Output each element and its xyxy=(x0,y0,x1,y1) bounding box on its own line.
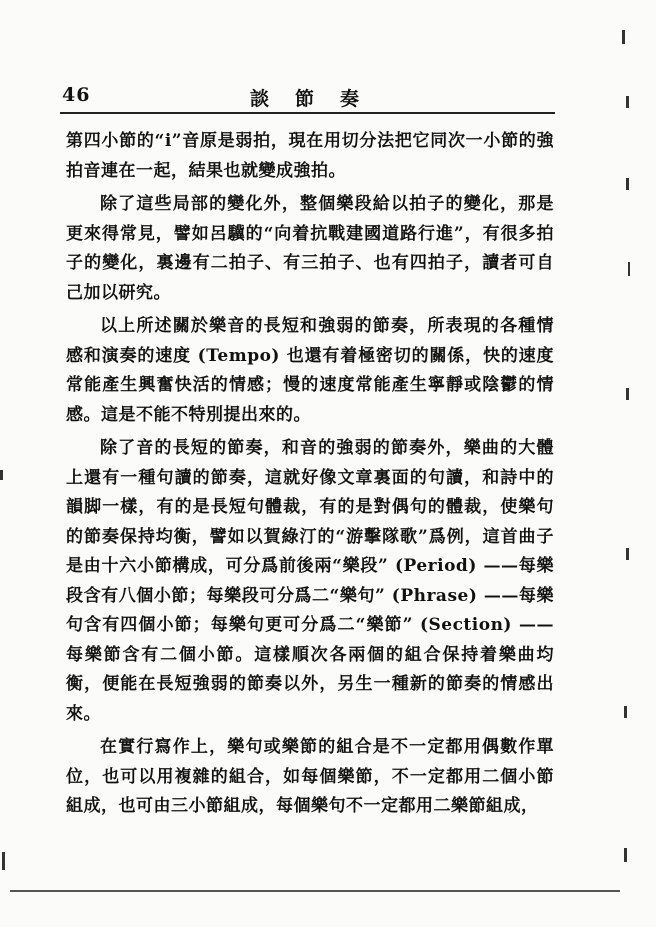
scan-mark xyxy=(0,470,3,480)
paragraph-5: 在實行寫作上，樂句或樂節的組合是不一定都用偶數作單位，也可以用複雜的組合，如每個樂節，不一定都用二個小節組成，也可由三小節組成，每個樂句不一定都用二樂節組成， xyxy=(66,737,554,816)
paragraph-2: 除了這些局部的變化外，整個樂段給以拍子的變化，那是更來得常見，譬如呂驥的“向着抗戰建國道路行進”，有很多拍子的變化，裏邊有二拍子、有三拍子、也有四拍子，讀者可自己加以研究。 xyxy=(66,194,554,303)
paragraph-3: 以上所述關於樂音的長短和強弱的節奏，所表現的各種情感和演奏的速度 (Tempo) 也還有着極密切的關係，快的速度常能產生興奮快活的情感；慢的速度常能產生寧靜或陰鬱的情感。這是不能不特別提出來的。 xyxy=(66,316,554,425)
scan-mark xyxy=(628,262,630,276)
body-text xyxy=(66,127,554,826)
page-number: 46 xyxy=(62,84,91,106)
scan-mark xyxy=(2,852,5,870)
scan-mark xyxy=(624,706,627,718)
scan-mark xyxy=(626,178,629,190)
scan-edge xyxy=(10,890,620,892)
scan-mark xyxy=(626,388,629,400)
running-title: 談節奏 xyxy=(250,88,386,110)
paragraph-4: 除了音的長短的節奏，和音的強弱的節奏外，樂曲的大體上還有一種句讀的節奏，這就好像文章裏面的句讀，和詩中的韻脚一樣，有的是長短句體裁，有的是對偶句的體裁，使樂句的節奏保持均衡，譬如以賀綠汀的“游擊隊歌”爲例，這首曲子是由十六小節構成，可分爲前後兩“樂段” (Period) ——每樂段含有八個小節；每樂段可分爲二“樂句” (Phrase) ——每樂句含有四個小節；每樂句更可分爲二“樂節” (Section) ——每樂節含有二個小節。這樣順次各兩個的組合保持着樂曲均衡，便能在長短強弱的節奏以外，另生一種新的節奏的情感出來。 xyxy=(66,438,554,724)
header-rule xyxy=(60,112,555,114)
scan-mark xyxy=(622,30,625,44)
scan-mark xyxy=(626,96,629,108)
scan-mark xyxy=(624,848,627,862)
scan-mark xyxy=(626,548,629,560)
page-header xyxy=(60,80,560,116)
paragraph-1: 第四小節的“i”音原是弱拍，現在用切分法把它同次一小節的強拍音連在一起，結果也就變成強拍。 xyxy=(66,131,554,181)
